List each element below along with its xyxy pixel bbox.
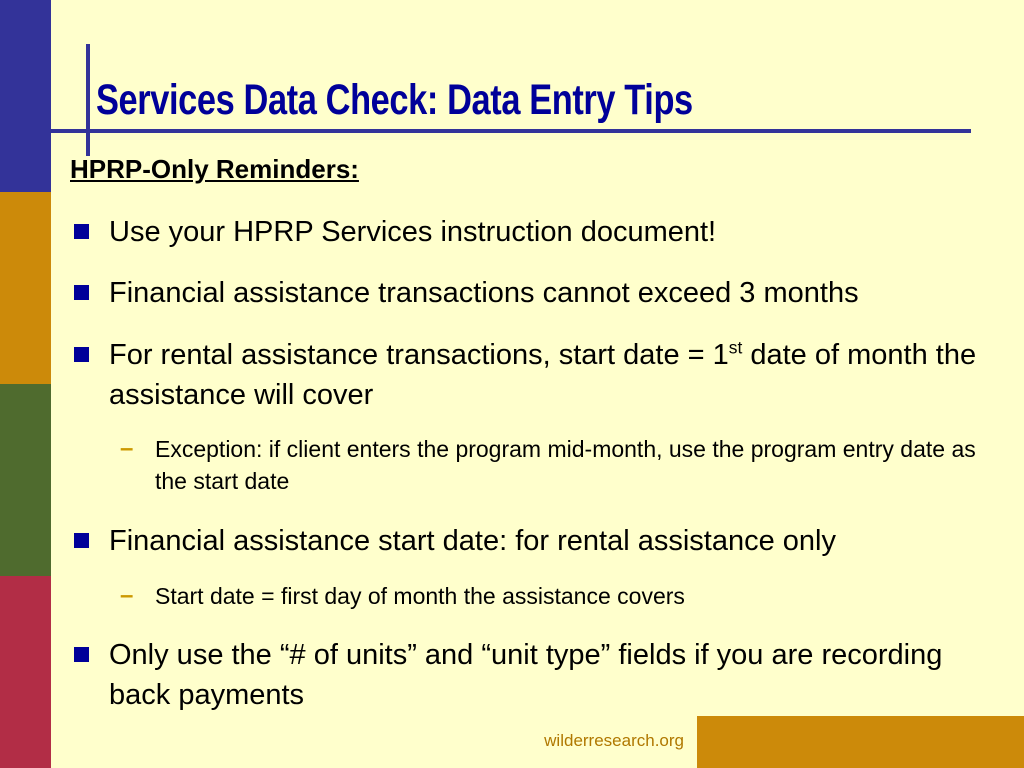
sub-bullet-item [120,580,1010,612]
bullet-text [109,335,1010,415]
footer-url[interactable]: wilderresearch.org [544,731,684,750]
bullet-item [70,521,1010,561]
square-bullet-icon [74,224,89,239]
stripe-blue [0,0,51,192]
sub-bullet-text: Exception: if client enters the program mid-month, use the program entry date as the start date [155,436,976,494]
title-vertical-rule [86,44,90,156]
bullet-text-part: date of month the assistance will cover [109,339,977,411]
sub-bullet-text: Start date = first day of month the assistance covers [155,583,685,609]
title-horizontal-rule [51,129,971,133]
footer-accent-box [697,716,1024,768]
bullet-text: Only use the “# of units” and “unit type” fields if you are recording back payments [109,639,943,711]
square-bullet-icon [74,533,89,548]
dash-icon: – [120,435,134,462]
ordinal-superscript: st [728,337,743,358]
stripe-gold [0,192,51,384]
bullet-item [70,335,1010,415]
square-bullet-icon [74,285,89,300]
bullet-text: Financial assistance transactions cannot exceed 3 months [109,277,859,309]
square-bullet-icon [74,347,89,362]
dash-icon: – [120,582,134,609]
sub-bullet-item [120,433,1010,497]
bullet-text: Use your HPRP Services instruction document! [109,216,717,248]
bullet-item [70,635,1010,715]
bullet-item [70,273,1010,313]
bullet-text: Financial assistance start date: for rental assistance only [109,525,836,557]
section-subheading: HPRP-Only Reminders: [70,154,359,184]
bullet-item [70,212,1010,252]
stripe-green [0,384,51,576]
square-bullet-icon [74,647,89,662]
bullet-text-part: For rental assistance transactions, start date = 1 [109,339,729,371]
slide-title: Services Data Check: Data Entry Tips [96,76,693,124]
stripe-red [0,576,51,768]
